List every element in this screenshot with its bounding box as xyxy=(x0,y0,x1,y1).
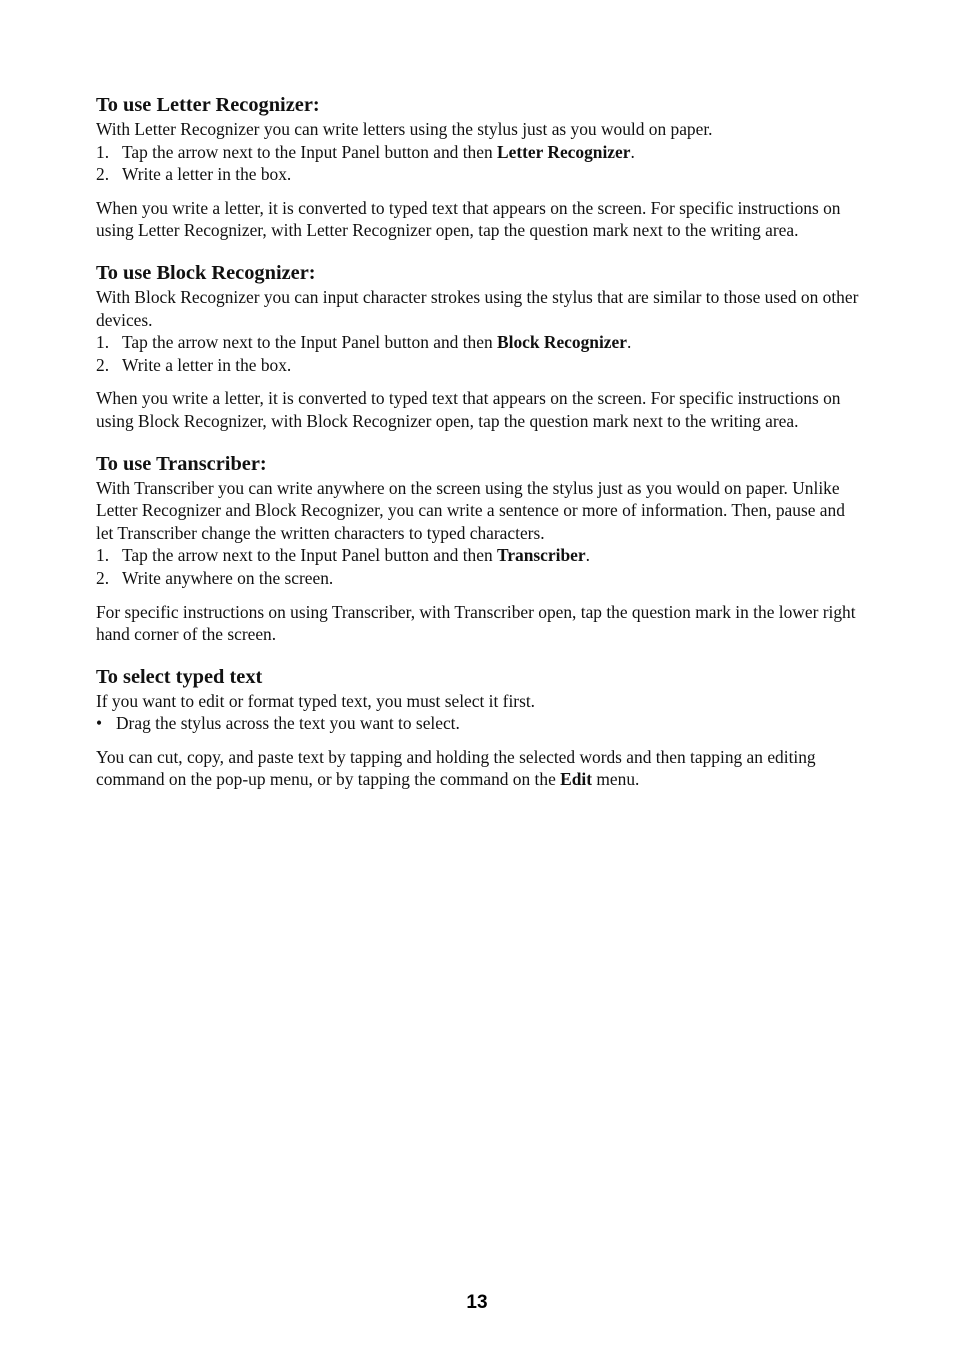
section-intro: If you want to edit or format typed text, you must select it first. xyxy=(96,690,536,711)
section-followup: When you write a letter, it is converted to typed text that appears on the screen. For specific instructions on using Letter Recognizer, with Letter Recognizer open, tap the question mark next to the writing area. xyxy=(96,197,841,241)
step-number: 2. xyxy=(96,164,110,185)
step-text: Write anywhere on the screen. xyxy=(122,567,334,588)
bullet-icon: • xyxy=(96,713,103,734)
step-text-after: . xyxy=(630,141,635,162)
list-item xyxy=(96,141,866,164)
step-list xyxy=(96,141,866,186)
step-text-plain: Tap the arrow next to the Input Panel button and then xyxy=(122,332,498,353)
page-number: 13 xyxy=(466,1292,488,1313)
list-item xyxy=(96,567,866,590)
section-heading: To use Block Recognizer: xyxy=(96,261,316,284)
step-text: Write a letter in the box. xyxy=(122,354,292,375)
section-followup xyxy=(96,746,866,791)
step-text-bold: Block Recognizer xyxy=(497,332,627,353)
bullet-text: Drag the stylus across the text you want to select. xyxy=(116,713,460,734)
followup-text-after: menu. xyxy=(592,769,640,790)
step-number: 1. xyxy=(96,141,110,162)
section-select-typed-text xyxy=(96,664,866,791)
list-item xyxy=(96,331,866,354)
step-number: 2. xyxy=(96,354,110,375)
step-text-bold: Transcriber xyxy=(497,545,586,566)
step-number: 1. xyxy=(96,545,110,566)
step-list xyxy=(96,544,866,589)
step-text-plain: Tap the arrow next to the Input Panel button and then xyxy=(122,141,498,162)
step-text-bold: Letter Recognizer xyxy=(497,141,631,162)
followup-text: You can cut, copy, and paste text by tapping and holding the selected words and then tapping an editing command on the pop-up menu, or by tapping the command on the xyxy=(96,746,816,790)
step-number: 2. xyxy=(96,567,110,588)
step-text xyxy=(122,141,635,164)
step-text xyxy=(122,331,631,354)
step-text-plain: Tap the arrow next to the Input Panel button and then xyxy=(122,545,498,566)
list-item xyxy=(96,163,866,186)
list-item xyxy=(96,354,866,377)
step-text-after: . xyxy=(585,545,590,566)
section-followup: For specific instructions on using Transcriber, with Transcriber open, tap the question mark in the lower right hand corner of the screen. xyxy=(96,601,856,645)
list-item xyxy=(96,712,866,735)
section-intro: With Letter Recognizer you can write letters using the stylus just as you would on paper. xyxy=(96,119,713,139)
section-heading: To use Transcriber: xyxy=(96,452,267,475)
section-intro: With Transcriber you can write anywhere on the screen using the stylus just as you would on paper. Unlike Letter Recognizer and Block Recognizer, you can write a sentence or more of information. Then, pause and let Transcriber change the written characters to typed characters. xyxy=(96,477,845,543)
step-text-after: . xyxy=(626,332,632,353)
section-heading: To use Letter Recognizer: xyxy=(96,94,320,116)
section-intro: With Block Recognizer you can input character strokes using the stylus that are similar to those used on other devices. xyxy=(96,286,859,330)
step-text: Write a letter in the box. xyxy=(122,164,292,185)
bullet-list xyxy=(96,712,866,735)
step-number: 1. xyxy=(96,332,110,353)
section-block-recognizer xyxy=(96,260,866,433)
step-list xyxy=(96,331,866,376)
section-transcriber xyxy=(96,451,866,646)
step-text xyxy=(122,544,590,567)
list-item xyxy=(96,544,866,567)
section-followup: When you write a letter, it is converted to typed text that appears on the screen. For specific instructions on using Block Recognizer, with Block Recognizer open, tap the question mark next to the writing area. xyxy=(96,388,841,431)
document-page xyxy=(96,92,866,809)
section-heading: To select typed text xyxy=(96,665,263,688)
followup-bold: Edit xyxy=(560,769,593,790)
section-letter-recognizer xyxy=(96,92,866,242)
